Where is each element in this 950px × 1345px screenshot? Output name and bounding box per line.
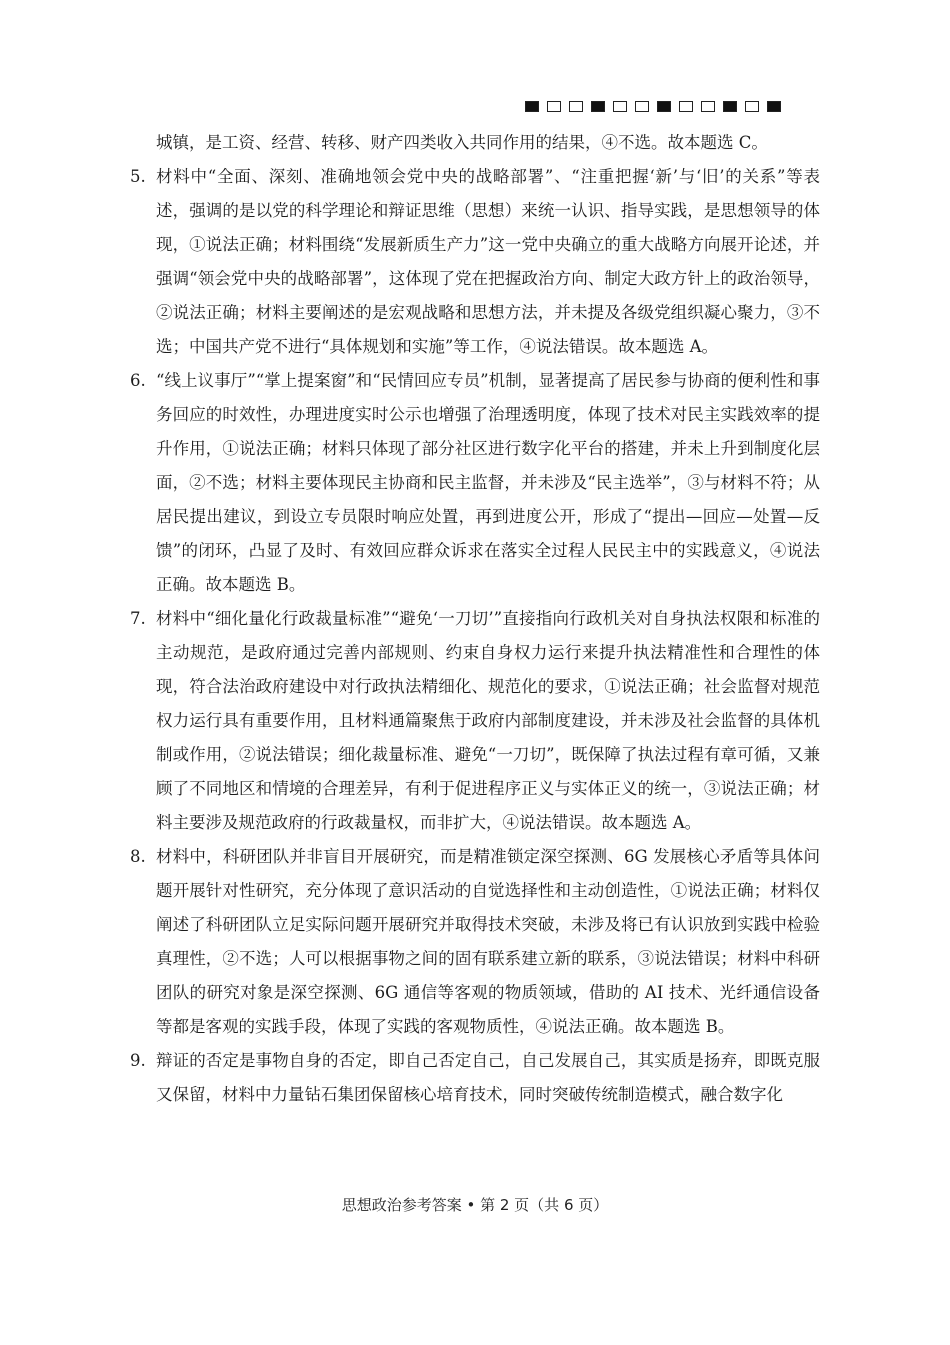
question-text: 材料中“细化量化行政裁量标准”“避免‘一刀切’”直接指向行政机关对自身执法权限和标准的主动规范，是政府通过完善内部规则、约束自身权力运行来提升执法精准性和合理性的体现，符合法治政府建设中对行政执法精细化、规范化的要求，①说法正确；社会监督对规范权力运行具有重要作用，且材料通篇聚焦于政府内部制度建设，并未涉及社会监督的具体机制或作用，②说法错误；细化裁量标准、避免“一刀切”，既保障了执法过程有章可循，又兼顾了不同地区和情境的合理差异，有利于促进程序正义与实体正义的统一，③说法正确；材料主要涉及规范政府的行政裁量权，而非扩大，④说法错误。故本题选 A。 (156, 609, 820, 832)
empty-square-icon (613, 101, 627, 112)
question-text: 材料中，科研团队并非盲目开展研究，而是精准锁定深空探测、6G 发展核心矛盾等具体问题开展针对性研究，充分体现了意识活动的自觉选择性和主动创造性，①说法正确；材料仅阐述了科研团队立足实际问题开展研究并取得技术突破，未涉及将已有认识放到实践中检验真理性，②不选；人可以根据事物之间的固有联系建立新的联系，③说法错误；材料中科研团队的研究对象是深空探测、6G 通信等客观的物质领域，借助的 AI 技术、光纤通信设备等都是客观的实践手段，体现了实践的客观物质性，④说法正确。故本题选 B。 (156, 847, 820, 1036)
question-text: 材料中“全面、深刻、准确地领会党中央的战略部署”、“注重把握‘新’与‘旧’的关系”等表述，强调的是以党的科学理论和辩证思维（思想）来统一认识、指导实践，是思想领导的体现，①说法正确；材料围绕“发展新质生产力”这一党中央确立的重大战略方向展开论述，并强调“领会党中央的战略部署”，这体现了党在把握政治方向、制定大政方针上的政治领导，②说法正确；材料主要阐述的是宏观战略和思想方法，并未提及各级党组织凝心聚力，③不选；中国共产党不进行“具体规划和实施”等工作，④说法错误。故本题选 A。 (156, 167, 820, 356)
question-9 (0, 1044, 950, 1112)
answer-content (0, 126, 950, 1112)
empty-square-icon (679, 101, 693, 112)
empty-square-icon (701, 101, 715, 112)
filled-square-icon (591, 101, 605, 112)
filled-square-icon (723, 101, 737, 112)
question-number: 6. (130, 371, 146, 390)
question-6 (0, 364, 950, 602)
question-7 (0, 602, 950, 840)
empty-square-icon (547, 101, 561, 112)
empty-square-icon (745, 101, 759, 112)
empty-square-icon (569, 101, 583, 112)
question-number: 8. (130, 847, 146, 866)
continuation-text: 城镇，是工资、经营、转移、财产四类收入共同作用的结果，④不选。故本题选 C。 (156, 133, 768, 152)
question-text: “线上议事厅”“掌上提案窗”和“民情回应专员”机制，显著提高了居民参与协商的便利性和事务回应的时效性，办理进度实时公示也增强了治理透明度，体现了技术对民主实践效率的提升作用，①说法正确；材料只体现了部分社区进行数字化平台的搭建，并未上升到制度化层面，②不选；材料主要体现民主协商和民主监督，并未涉及“民主选举”，③与材料不符；从居民提出建议，到设立专员限时响应处置，再到进度公开，形成了“提出—回应—处置—反馈”的闭环，凸显了及时、有效回应群众诉求在落实全过程人民民主中的实践意义，④说法正确。故本题选 B。 (156, 371, 820, 594)
question-number: 9. (130, 1051, 146, 1070)
question-text: 辩证的否定是事物自身的否定，即自己否定自己，自己发展自己，其实质是扬弃，即既克服又保留，材料中力量钻石集团保留核心培育技术，同时突破传统制造模式，融合数字化 (156, 1051, 820, 1104)
question-8 (0, 840, 950, 1044)
question-5 (0, 160, 950, 364)
header-marks (525, 101, 781, 112)
question-number: 7. (130, 609, 146, 628)
page-footer: 思想政治参考答案 • 第 2 页（共 6 页） (341, 1196, 609, 1214)
filled-square-icon (657, 101, 671, 112)
empty-square-icon (635, 101, 649, 112)
filled-square-icon (767, 101, 781, 112)
question-number: 5. (130, 167, 146, 186)
filled-square-icon (525, 101, 539, 112)
